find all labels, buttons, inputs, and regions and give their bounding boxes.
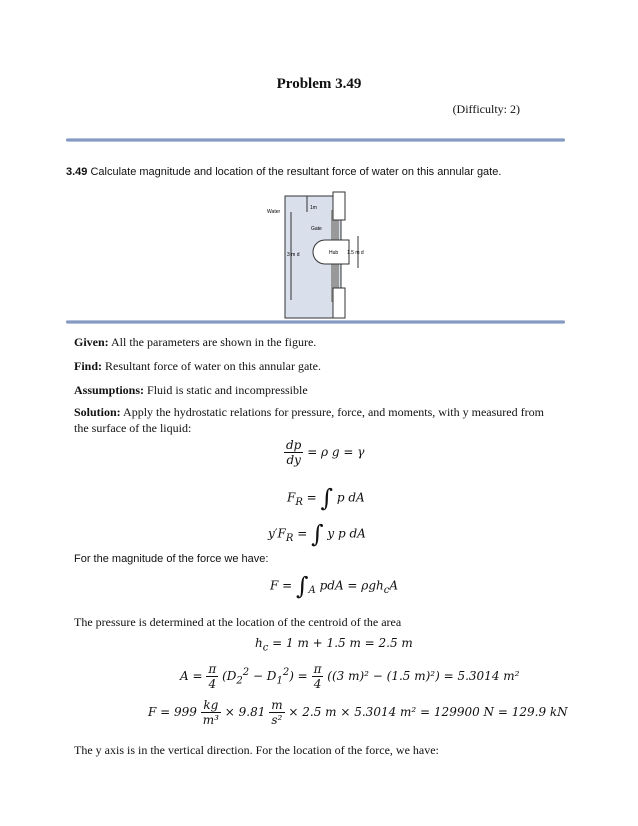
pressure-intro: The pressure is determined at the location of the centroid of the area xyxy=(74,615,402,629)
eq-force: $F_R$ = ∫ p dA xyxy=(287,484,365,512)
hc-value: = 1 m + 1.5 m = 2.5 m xyxy=(272,636,413,650)
hub-label: Hub xyxy=(329,250,339,256)
lower-wall xyxy=(333,288,345,318)
find-line xyxy=(74,358,554,374)
given-text: All the parameters are shown in the figure. xyxy=(111,335,317,349)
eq-moment: $y'F_R$ = ∫ y p dA xyxy=(268,520,366,548)
magnitude-intro: For the magnitude of the force we have: xyxy=(74,553,269,565)
inner-dim-label: 1.5 m d xyxy=(347,250,364,256)
assumptions-line xyxy=(74,382,554,398)
problem-number: 3.49 xyxy=(66,166,88,178)
problem-text: Calculate magnitude and location of the resultant force of water on this annular gate. xyxy=(90,166,502,178)
area-value: ((3 m)² − (1.5 m)²) = 5.3014 m² xyxy=(327,669,520,683)
gate-figure xyxy=(255,190,365,322)
page-title: Problem 3.49 xyxy=(276,76,362,92)
solution-line xyxy=(74,404,554,436)
g-value: 9.81 xyxy=(238,705,266,719)
solution-label: Solution: xyxy=(74,405,121,419)
bottom-divider xyxy=(66,320,565,324)
given-line xyxy=(74,334,554,350)
force-newtons: 129900 N xyxy=(433,705,495,719)
eq-magnitude: $F = \int_A$ pdA = ρgh$_c$A xyxy=(270,572,399,600)
assumptions-label: Assumptions: xyxy=(74,383,145,397)
given-label: Given: xyxy=(74,335,109,349)
outer-dim-label: 3 m d xyxy=(287,252,300,258)
top-divider xyxy=(66,138,565,142)
top-dim-label: 1m xyxy=(310,205,317,211)
force-kilonewtons: 129.9 kN xyxy=(511,705,568,719)
eq-centroid-depth: $h_c = 1$ m + 1.5 m = 2.5 m xyxy=(255,636,413,654)
y-axis-text: The y axis is in the vertical direction. For the location of the force, we have: xyxy=(74,743,439,757)
assumptions-text: Fluid is static and incompressible xyxy=(147,383,308,397)
area-in-force: 5.3014 m² xyxy=(354,705,417,719)
gate-label: Gate xyxy=(311,226,322,232)
upper-wall xyxy=(333,192,345,220)
hc-in-force: 2.5 m xyxy=(302,705,337,719)
solution-text: Apply the hydrostatic relations for pressure, force, and moments, with y measured from the surface of the liquid: xyxy=(74,405,544,435)
eq-area: A = $\frac{\pi}{4}$ $(D_2^2 - D_1^2)$ = $\frac{\pi}{4}$ ((3 m)² − (1.5 m)²) = 5.3014 m² xyxy=(180,662,520,691)
eq-pressure-gradient: $\frac{dp}{dy}$ = ρ g = γ xyxy=(286,438,365,467)
find-text: Resultant force of water on this annular gate. xyxy=(105,359,321,373)
water-label: Water xyxy=(267,209,281,215)
rho-value: 999 xyxy=(174,705,197,719)
find-label: Find: xyxy=(74,359,103,373)
problem-statement xyxy=(66,166,501,178)
eq-force-result: F = 999 $\frac{kg}{\text{m³}}$ × 9.81 $\frac{m}{\text{s²}}$ × 2.5 m × 5.3014 m² = 129900 N = 129.9 kN xyxy=(148,698,568,727)
difficulty-label: (Difficulty: 2) xyxy=(452,102,520,116)
